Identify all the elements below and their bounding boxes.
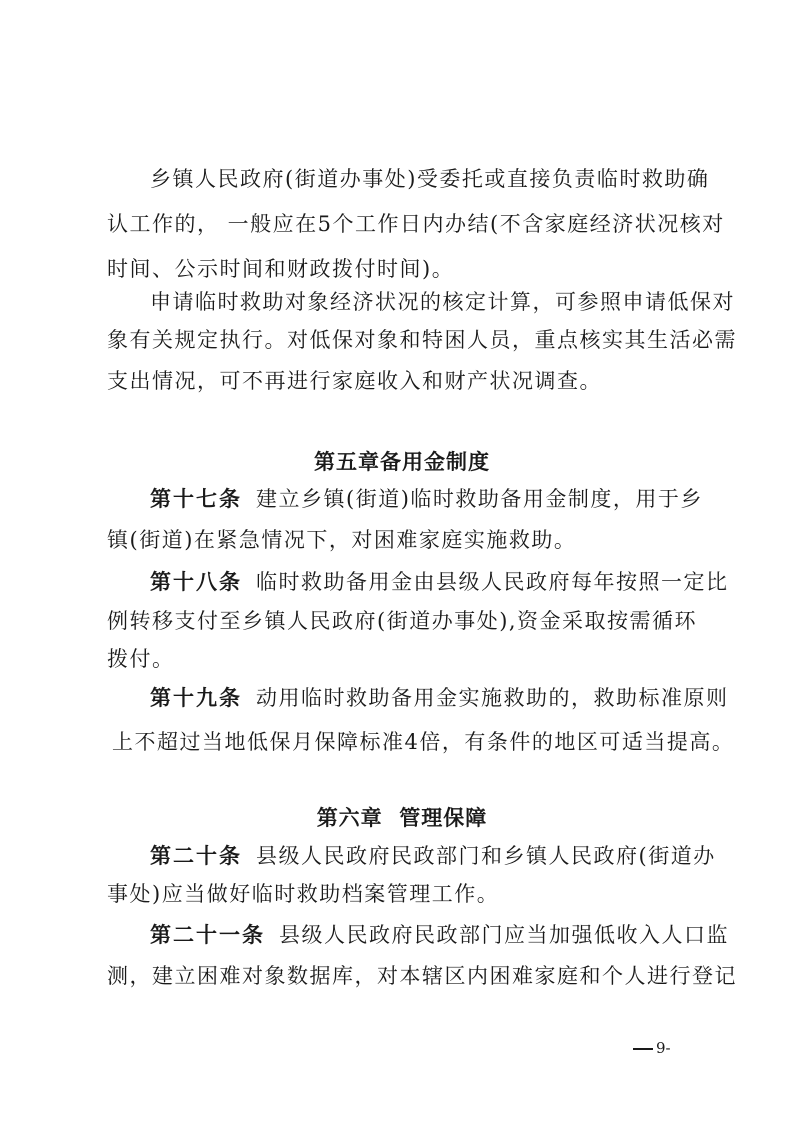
article-label: 第十七条 bbox=[150, 487, 242, 511]
article-text: 动用临时救助备用金实施救助的，救助标准原则 bbox=[256, 686, 729, 710]
article-17 bbox=[150, 484, 703, 514]
article-20 bbox=[150, 841, 716, 871]
paragraph-line: 时间、公示时间和财政拨付时间)。 bbox=[107, 257, 455, 281]
article-label: 第二十一条 bbox=[150, 923, 265, 947]
article-label: 第十八条 bbox=[150, 570, 242, 594]
chapter-heading: 第五章备用金制度 bbox=[314, 450, 490, 474]
paragraph-line: 支出情况，可不再进行家庭收入和财产状况调查。 bbox=[107, 369, 602, 393]
chapter-heading: 第六章 管理保障 bbox=[316, 806, 488, 830]
paragraph-line: 乡镇人民政府(街道办事处)受委托或直接负责临时救助确 bbox=[150, 167, 710, 191]
article-label: 第十九条 bbox=[150, 686, 242, 710]
article-18 bbox=[150, 567, 729, 597]
paragraph-line: 拨付。 bbox=[107, 647, 175, 671]
paragraph-line: 认工作的， 一般应在5个工作日内办结(不含家庭经济状况核对 bbox=[107, 212, 725, 236]
article-text: 建立乡镇(街道)临时救助备用金制度，用于乡 bbox=[256, 487, 703, 511]
page-number-dash bbox=[633, 1048, 653, 1050]
paragraph-line: 镇(街道)在紧急情况下，对困难家庭实施救助。 bbox=[107, 528, 577, 552]
paragraph-line: 上不超过当地低保月保障标准4倍，有条件的地区可适当提高。 bbox=[112, 730, 735, 754]
paragraph-line: 象有关规定执行。对低保对象和特困人员，重点核实其生活必需 bbox=[107, 328, 737, 352]
paragraph-line: 事处)应当做好临时救助档案管理工作。 bbox=[107, 882, 500, 906]
paragraph-line: 测，建立困难对象数据库，对本辖区内困难家庭和个人进行登记 bbox=[107, 964, 737, 988]
article-19 bbox=[150, 683, 729, 713]
article-text: 县级人民政府民政部门应当加强低收入人口监 bbox=[279, 923, 729, 947]
article-21 bbox=[150, 920, 729, 950]
article-label: 第二十条 bbox=[150, 844, 242, 868]
article-text: 县级人民政府民政部门和乡镇人民政府(街道办 bbox=[256, 844, 716, 868]
page-number bbox=[633, 1038, 671, 1058]
article-text: 临时救助备用金由县级人民政府每年按照一定比 bbox=[256, 570, 729, 594]
page-number-text: 9- bbox=[656, 1039, 671, 1057]
paragraph-line: 申请临时救助对象经济状况的核定计算，可参照申请低保对 bbox=[150, 290, 735, 314]
paragraph-line: 例转移支付至乡镇人民政府(街道办事处),资金采取按需循环 bbox=[107, 609, 698, 633]
